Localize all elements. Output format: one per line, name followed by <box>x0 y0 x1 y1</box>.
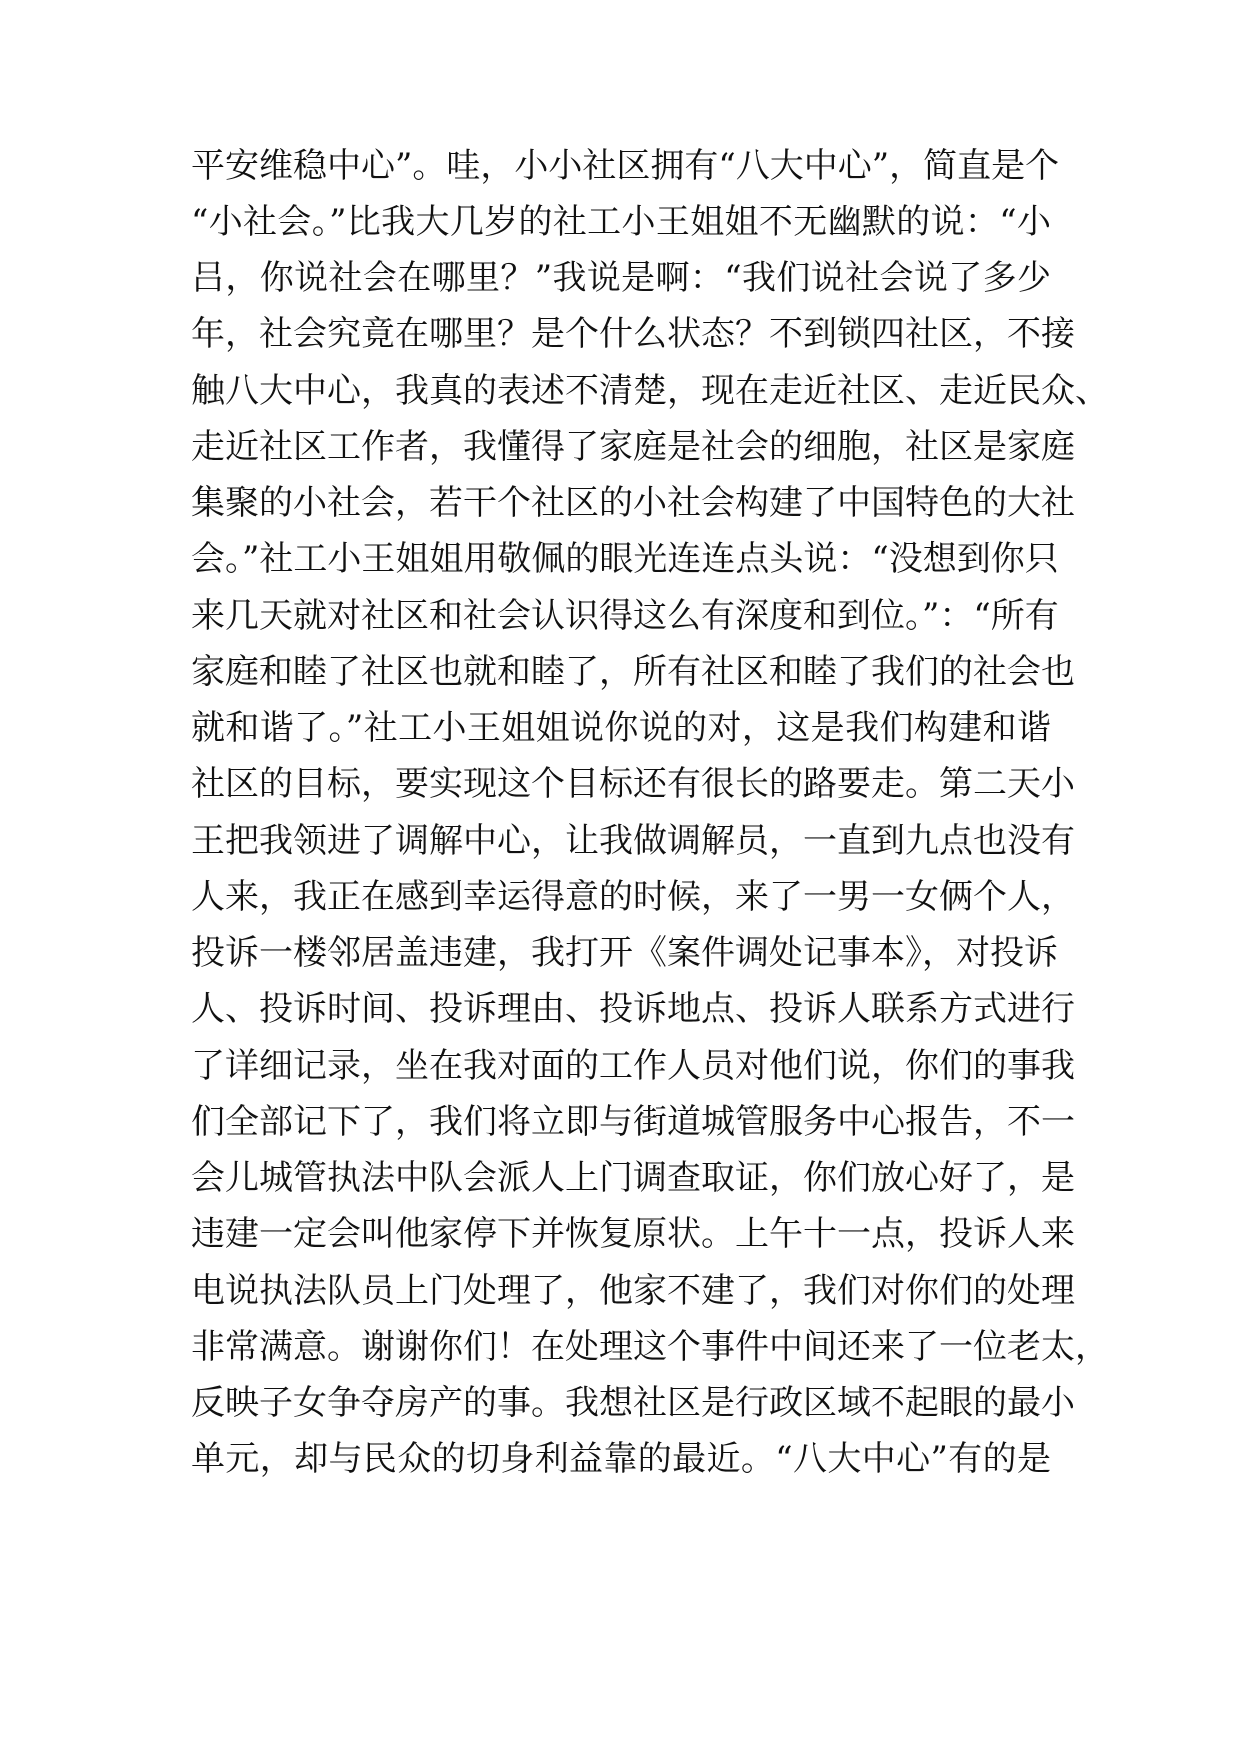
text-line: 单元，却与民众的切身利益靠的最近。“八大中心”有的是 <box>191 1439 1051 1479</box>
text-line: 会。”社工小王姐姐用敬佩的眼光连连点头说：“没想到你只 <box>191 539 1059 579</box>
text-line: 就和谐了。”社工小王姐姐说你说的对，这是我们构建和谐 <box>191 708 1051 748</box>
text-line: 王把我领进了调解中心，让我做调解员，一直到九点也没有 <box>191 821 1075 861</box>
text-line: 投诉一楼邻居盖违建，我打开《案件调处记事本》，对投诉 <box>191 933 1058 973</box>
text-line: 触八大中心，我真的表述不清楚，现在走近社区、走近民众、 <box>191 371 1109 411</box>
text-line: 吕，你说社会在哪里？”我说是啊：“我们说社会说了多少 <box>191 258 1051 298</box>
text-line: 人来，我正在感到幸运得意的时候，来了一男一女俩个人， <box>191 877 1075 917</box>
text-line: 了详细记录，坐在我对面的工作人员对他们说，你们的事我 <box>191 1046 1075 1086</box>
text-line: 反映子女争夺房产的事。我想社区是行政区域不起眼的最小 <box>191 1383 1075 1423</box>
text-line: 平安维稳中心”。哇，小小社区拥有“八大中心”，简直是个 <box>191 146 1060 186</box>
text-line: 们全部记下了，我们将立即与街道城管服务中心报告，不一 <box>191 1102 1075 1142</box>
text-line: 年，社会究竟在哪里？是个什么状态？不到锁四社区，不接 <box>191 314 1075 354</box>
text-line: “小社会。”比我大几岁的社工小王姐姐不无幽默的说：“小 <box>191 202 1051 242</box>
text-line: 社区的目标，要实现这个目标还有很长的路要走。第二天小 <box>191 764 1075 804</box>
text-line: 违建一定会叫他家停下并恢复原状。上午十一点，投诉人来 <box>191 1214 1075 1254</box>
text-line: 来几天就对社区和社会认识得这么有深度和到位。”：“所有 <box>191 596 1059 636</box>
text-line: 非常满意。谢谢你们！在处理这个事件中间还来了一位老太， <box>191 1327 1109 1367</box>
text-line: 会儿城管执法中队会派人上门调查取证，你们放心好了，是 <box>191 1158 1075 1198</box>
text-line: 家庭和睦了社区也就和睦了，所有社区和睦了我们的社会也 <box>191 652 1075 692</box>
text-line: 电说执法队员上门处理了，他家不建了，我们对你们的处理 <box>191 1271 1075 1311</box>
text-line: 集聚的小社会，若干个社区的小社会构建了中国特色的大社 <box>191 483 1075 523</box>
text-line: 人、投诉时间、投诉理由、投诉地点、投诉人联系方式进行 <box>191 989 1075 1029</box>
text-line: 走近社区工作者，我懂得了家庭是社会的细胞，社区是家庭 <box>191 427 1075 467</box>
